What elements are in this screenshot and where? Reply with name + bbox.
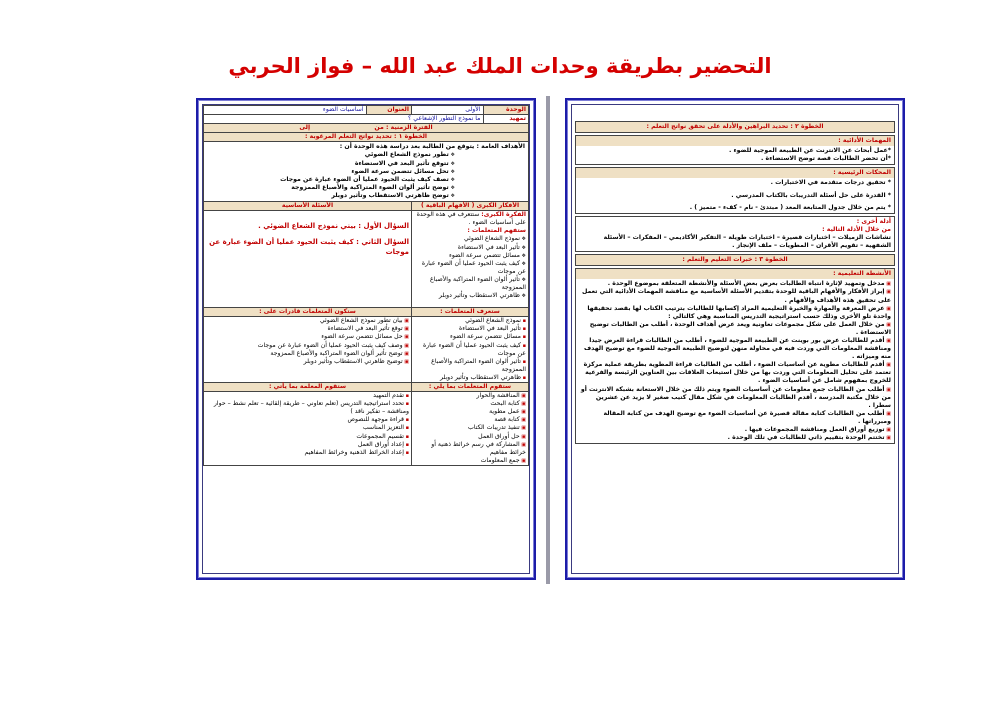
step3-section (575, 254, 895, 266)
student-item: ▣ جمع المعلومات (414, 457, 526, 465)
teacher-heading: ستقوم المعلمة بما يأتي : (204, 382, 412, 391)
goals-intro: الأهداف العامة : يتوقع من الطالبة بعد دراسة هذه الوحدة أن : (339, 143, 525, 151)
step3-heading: الخطوة ٣ : خبرات التعليم والتعلم : (576, 255, 894, 265)
big-idea-label: الفكرة الكبرى: (481, 211, 526, 219)
student-item: ▣ كتابة قصة (414, 416, 526, 424)
know-cell (412, 317, 529, 383)
able-heading: ستكون المتعلمات قادرات على : (204, 308, 412, 317)
know-item: ▪ نموذج الشعاع الضوئي (414, 317, 526, 325)
questions-heading: الأسئلة الأساسية (204, 202, 412, 211)
question-1: السؤال الأول : بيني نموذج الشعاع الضوئي . (258, 222, 409, 231)
know-item: ▪ تأثير البعد في الاستضاءة (414, 325, 526, 333)
understand-item: ❖ تأثير البعد في الاستضاءة (414, 244, 526, 252)
unit-value: الأولى (412, 106, 484, 115)
able-item: ▣ توقع تأثير البعد في الاستضاءة (206, 325, 409, 333)
able-item: ▣ حل مسائل تتضمن سرعة الضوء (206, 333, 409, 341)
activity-item: ▣ إبراز الأفكار والأفهام الباقية للوحدة بتقديم الأسئلة الأساسية مع مناقشة المهمات الأدائية التي تعمل على تحقيق هذه الأهداف والأفهام . (579, 288, 891, 304)
know-item: ▪ تأثير ألوان الضوء المتراكبة والأصباغ الممزوجة (414, 358, 526, 374)
title-label: العنوان (366, 106, 412, 115)
step1-heading: الخطوة ١ : تحديد نواتج التعلم المرغوبة : (204, 133, 529, 142)
student-item: ▣ المناقشة والحوار (414, 392, 526, 400)
teacher-cell (204, 392, 412, 466)
goal-item: ❖ توضح تأثير ألوان الضوء المتراكبة والأصباغ الممزوجة (207, 184, 455, 192)
intro-label: تمهيد (483, 115, 529, 124)
teacher-item: ▪ إعداد الخرائط الذهنية وخرائط المفاهيم (206, 449, 409, 457)
able-cell (204, 317, 412, 383)
activities-heading: الأنشطة التعليمية : (576, 269, 894, 279)
know-item: ▪ مسائل تتضمن سرعة الضوء (414, 333, 526, 341)
activity-item: ▣ مدخل وتمهيد لإثارة انتباه الطالبات بعرض بعض الأسئلة والأنشطة المتعلقة بموضوع الوحدة . (579, 280, 891, 288)
activity-item: ▣ توزيع أوراق العمل ومناقشة المجموعات فيها . (579, 426, 891, 434)
big-idea-text: ستتعرف في هذه الوحدة على أساسيات الضوء . (416, 211, 526, 227)
goal-item: ❖ تحل مسائل تتضمن سرعة الضوء (207, 168, 455, 176)
goal-item: ❖ تطور نموذج الشعاع الضوئي (207, 151, 455, 159)
teacher-item: ▪ تحدد استراتيجية التدريس (تعلم تعاوني – طريقة إلقائية – تعلم نشط – حوار ومناقشة – تفكير ناقد ) (206, 400, 409, 416)
student-cell (412, 392, 529, 466)
know-item: ▪ كيف يثبت الحيود عمليا أن الضوء عبارة عن موجات (414, 342, 526, 358)
right-page (565, 98, 905, 580)
know-item: ▪ ظاهرتي الاستقطاب وتأثير دوبلر (414, 374, 526, 382)
question-2: السؤال الثاني : كيف يثبت الحيود عمليا أن الضوء عبارة عن موجات (209, 238, 409, 257)
able-item: ▣ توضيح ظاهرتي الاستقطاب وتأثير دوبلر (206, 358, 409, 366)
goals-cell (204, 142, 529, 202)
time-period (204, 124, 529, 133)
able-item: ▣ وصف كيف يثبت الحيود عمليا أن الضوء عبارة عن موجات (206, 342, 409, 350)
understand-item: ❖ ظاهرتي الاستقطاب وتأثير دوبلر (414, 292, 526, 300)
activity-item: ▣ عرض المعرفة والمهارة والخبرة التعليمية المراد إكسابها للطالبات بترتيب الكتاب لها بقصد تحقيقها واحدة تلو الأخرى وذلك حسب استراتيجية التدريس المناسبة وهي كالتالي : (579, 305, 891, 321)
questions-cell (204, 211, 412, 308)
key-item: * يتم من خلال جدول المتابعة المعد ( مبتدئ - نام - كفء - متميز ) . (689, 203, 891, 211)
student-item: ▣ عمل مطوية (414, 408, 526, 416)
activity-item: ▣ تختتم الوحدة بتقييم ذاتي للطالبات في تلك الوحدة . (579, 434, 891, 442)
goal-item: ❖ توضح ظاهرتي الاستقطاب وتأثير دوبلر (207, 192, 455, 200)
perf-item: *عمل أبحاث عن الانترنت عن الطبيعة الموجية للضوء . (728, 147, 891, 155)
goal-item: ❖ تتوقع تأثير البعد في الاستضاءة (207, 160, 455, 168)
understand-label: ستفهم المتعلمات : (467, 227, 526, 235)
student-item: ▣ المشاركة في رسم خرائط ذهنية أو خرائط مفاهيم (414, 441, 526, 457)
other-subheading: من خلال الأدلة التالية : (822, 225, 891, 233)
big-ideas-cell (412, 211, 529, 308)
unit-label: الوحدة (483, 106, 529, 115)
key-item: * تحقيق درجات متقدمة في الاختبارات . (770, 179, 891, 187)
big-ideas-heading: الأفكار الكبرى ( الأفهام الباقية ) (412, 202, 529, 211)
time-to-label: إلى (299, 124, 311, 132)
performance-tasks (575, 135, 895, 165)
intro-value: ما نموذج التطور الإشعاعي ؟ (204, 115, 484, 124)
other-text: تشاشات الزميلات – اختبارات قصيرة – اختبارات طويلة – التفكير الأكاديمي – المفكرات – الأسئلة الشفهية – تقويم الأقران – المطويات – ملف الإنجاز . (603, 233, 891, 250)
teacher-item: ▪ إعداد أوراق العمل (206, 441, 409, 449)
able-item: ▣ بيان تطور نموذج الشعاع الضوئي (206, 317, 409, 325)
page-divider (546, 96, 550, 584)
know-heading: ستعرف المتعلمات : (412, 308, 529, 317)
understand-item: ❖ تأثير ألوان الضوء المتراكبة والأصباغ الممزوجة (414, 276, 526, 292)
activity-item: ▣ أطلب من الطالبات جمع معلومات عن أساسيات الضوء ويتم ذلك من خلال الاستعانة بشبكة الانترنت أو من خلال مكتبة المدرسة ، أقدم الطالبات المعلومات في شكل مقال كتيب صغير لا يزيد عن عشرين سطرا . (579, 386, 891, 410)
understand-item: ❖ مسائل تتضمن سرعة الضوء (414, 252, 526, 260)
time-from-label: الفترة الزمنية : من (374, 124, 433, 132)
other-evidence (575, 216, 895, 252)
document-title: التحضير بطريقة وحدات الملك عبد الله – فواز الحربي (228, 54, 772, 78)
unit-header-table (203, 105, 529, 466)
key-item: * القدرة على حل أسئلة التدريبات بالكتاب المدرسي . (731, 191, 891, 199)
student-item: ▣ تنفيذ تدريبات الكتاب (414, 424, 526, 432)
understand-item: ❖ كيف يثبت الحيود عمليا أن الضوء عبارة عن موجات (414, 260, 526, 276)
understand-item: ❖ نموذج الشعاع الضوئي (414, 235, 526, 243)
perf-heading: المهمات الأدائية : (576, 136, 894, 146)
student-item: ▣ كتابة البحث (414, 400, 526, 408)
left-page (196, 98, 536, 580)
learning-activities (575, 268, 895, 444)
step2-section (575, 121, 895, 133)
activity-item: ▣ أقدم للطالبات عرض بور بوينت عن الطبيعة الموجية للضوء ، أطلب من الطالبات قراءة العرض جيدا ومناقشة المعلومات التي وردت فيه في محاولة منهن لتوضيح الطبيعة الموجية للضوء مع توضيح الهدف منه وميزاته . (579, 337, 891, 361)
student-item: ▣ حل أوراق العمل (414, 433, 526, 441)
activity-item: ▣ أطلب من الطالبات كتابة مقالة قصيرة عن أساسيات الضوء مع توضيح الهدف من كتابة المقالة ومبرراتها . (579, 410, 891, 426)
student-heading: ستقوم المتعلمات بما يلي : (412, 382, 529, 391)
other-heading: أدلة أخرى : (856, 217, 891, 225)
teacher-item: ▪ تقدم التمهيد (206, 392, 409, 400)
teacher-item: ▪ التعزيز المناسب (206, 424, 409, 432)
able-item: ▣ توضح تأثير ألوان الضوء المتراكبة والأصباغ الممزوجة (206, 350, 409, 358)
step2-heading: الخطوة ٢ : تحديد البراهين والأدلة على تحقق نواتج التعلم : (576, 122, 894, 132)
teacher-item: ▪ تقسيم المجموعات (206, 433, 409, 441)
key-criteria (575, 167, 895, 213)
title-value: أساسيات الضوء (204, 106, 367, 115)
activity-item: ▣ أقدم للطالبات مطوية عن أساسيات الضوء ، أطلب من الطالبات قراءة المطوية بطريقة عملية مركزة تعتمد على تحليل المعلومات التي وردت بها من خلال استيعاب العلاقات بين العناوين الرئيسة والفرعية للخروج بمفهوم شامل عن أساسيات الضوء . (579, 361, 891, 385)
teacher-item: ▪ قراءة موجهة للنصوص (206, 416, 409, 424)
goal-item: ❖ تصف كيف يثبت الحيود عمليا أن الضوء عبارة عن موجات (207, 176, 455, 184)
key-heading: المحكات الرئيسية : (576, 168, 894, 178)
perf-item: *أن تحضر الطالبات قصة توضح الاستضاءة . (761, 155, 891, 163)
activity-item: ▣ من خلال العمل على شكل مجموعات تعاونية ويعد عرض أهداف الوحدة ، أطلب من الطالبات توضيح الاستضاءة . (579, 321, 891, 337)
